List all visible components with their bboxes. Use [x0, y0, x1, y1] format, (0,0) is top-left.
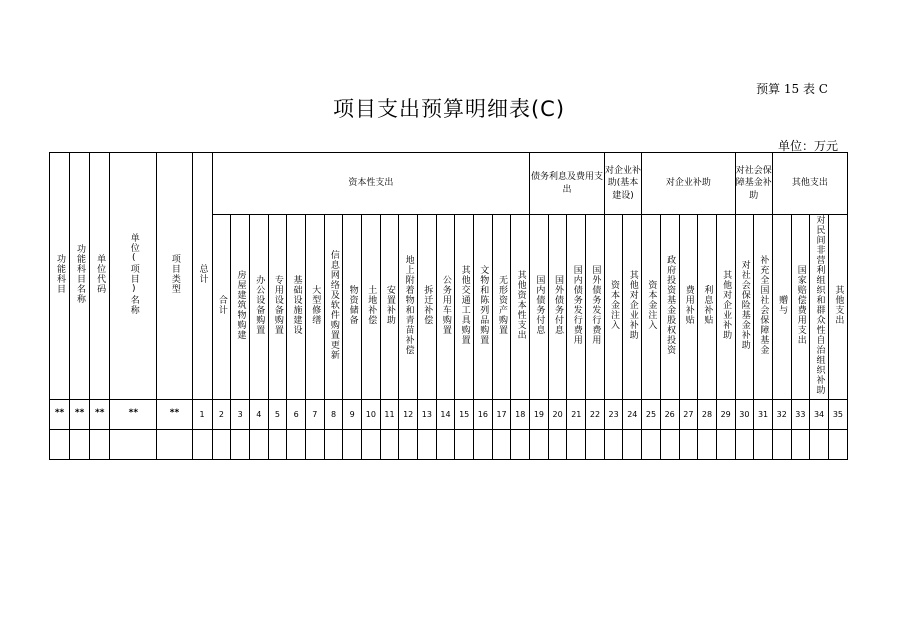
- column-number: 27: [679, 399, 698, 429]
- col-capital-16: 其他资本性支出: [511, 215, 530, 400]
- col-capital-12: 公务用车购置: [436, 215, 455, 400]
- col-enterprise-0: 资本金注入: [642, 215, 661, 400]
- column-number: 7: [305, 399, 324, 429]
- empty-cell: [380, 429, 399, 459]
- marker-func-code: **: [50, 399, 70, 429]
- empty-cell: [586, 429, 605, 459]
- empty-cell: [343, 429, 362, 459]
- group-enterprise: 对企业补助: [642, 153, 735, 215]
- column-number: 34: [810, 399, 829, 429]
- empty-cell: [305, 429, 324, 459]
- header-func-name: 功能科目名称: [70, 153, 90, 400]
- column-number: 16: [474, 399, 493, 429]
- empty-cell: [249, 429, 268, 459]
- col-other-1: 国家赔偿费用支出: [791, 215, 810, 400]
- empty-cell: [735, 429, 754, 459]
- empty-cell: [530, 429, 549, 459]
- empty-cell: [418, 429, 437, 459]
- column-number: 23: [604, 399, 623, 429]
- column-number: 12: [399, 399, 418, 429]
- empty-cell: [548, 429, 567, 459]
- column-number: 10: [362, 399, 381, 429]
- column-number: 13: [418, 399, 437, 429]
- empty-cell: [828, 429, 847, 459]
- empty-cell: [679, 429, 698, 459]
- empty-cell: [455, 429, 474, 459]
- empty-cell: [231, 429, 250, 459]
- empty-data-row: [50, 429, 848, 459]
- col-capital-14: 文物和陈列品购置: [474, 215, 493, 400]
- empty-cell: [192, 429, 212, 459]
- col-debt-2: 国内债务发行费用: [567, 215, 586, 400]
- column-number: 1: [192, 399, 212, 429]
- header-unit-code: 单位代码: [90, 153, 110, 400]
- empty-cell: [436, 429, 455, 459]
- column-number: 31: [754, 399, 773, 429]
- column-number: 28: [698, 399, 717, 429]
- empty-cell: [716, 429, 735, 459]
- empty-cell: [698, 429, 717, 459]
- col-enterprise-3: 利息补贴: [698, 215, 717, 400]
- column-number: 15: [455, 399, 474, 429]
- column-number: 6: [287, 399, 306, 429]
- col-debt-3: 国外债务发行费用: [586, 215, 605, 400]
- col-other-3: 其他支出: [828, 215, 847, 400]
- marker-project-type: **: [157, 399, 192, 429]
- column-number: 8: [324, 399, 343, 429]
- col-capital-13: 其他交通工具购置: [455, 215, 474, 400]
- col-social-1: 补充全国社会保障基金: [754, 215, 773, 400]
- header-unit-name: 单位(项目)名称: [110, 153, 157, 400]
- col-debt-1: 国外债务付息: [548, 215, 567, 400]
- column-number: 2: [212, 399, 231, 429]
- col-capital-7: 物资储备: [343, 215, 362, 400]
- col-capital-10: 地上附着物和青苗补偿: [399, 215, 418, 400]
- col-enterprise-1: 政府投资基金股权投资: [660, 215, 679, 400]
- group-social: 对社会保障基金补助: [735, 153, 772, 215]
- empty-cell: [810, 429, 829, 459]
- col-capital-0: 合计: [212, 215, 231, 400]
- column-number: 18: [511, 399, 530, 429]
- column-number: 30: [735, 399, 754, 429]
- empty-cell: [604, 429, 623, 459]
- column-number: 9: [343, 399, 362, 429]
- col-debt-0: 国内债务付息: [530, 215, 549, 400]
- empty-cell: [70, 429, 90, 459]
- column-number: 29: [716, 399, 735, 429]
- unit-label: 单位：万元: [777, 139, 838, 153]
- column-number: 11: [380, 399, 399, 429]
- marker-unit-name: **: [110, 399, 157, 429]
- group-debt: 债务利息及费用支出: [530, 153, 605, 215]
- col-enterprise-4: 其他对企业补助: [716, 215, 735, 400]
- col-capital-6: 信息网络及软件购置更新: [324, 215, 343, 400]
- empty-cell: [511, 429, 530, 459]
- group-other: 其他支出: [772, 153, 847, 215]
- column-number: 14: [436, 399, 455, 429]
- col-capital-2: 办公设备购置: [249, 215, 268, 400]
- group-capital: 资本性支出: [212, 153, 529, 215]
- col-social-0: 对社会保险基金补助: [735, 215, 754, 400]
- column-number: 3: [231, 399, 250, 429]
- empty-cell: [754, 429, 773, 459]
- column-number: 35: [828, 399, 847, 429]
- group-enterprise-build: 对企业补助(基本建设): [604, 153, 641, 215]
- empty-cell: [50, 429, 70, 459]
- header-row-groups: [50, 153, 848, 215]
- empty-cell: [399, 429, 418, 459]
- col-capital-5: 大型修缮: [305, 215, 324, 400]
- empty-cell: [623, 429, 642, 459]
- empty-cell: [90, 429, 110, 459]
- column-number: 19: [530, 399, 549, 429]
- col-capital-3: 专用设备购置: [268, 215, 287, 400]
- col-enterprise-2: 费用补贴: [679, 215, 698, 400]
- empty-cell: [268, 429, 287, 459]
- empty-cell: [474, 429, 493, 459]
- empty-cell: [287, 429, 306, 459]
- column-number: 32: [772, 399, 791, 429]
- col-other-0: 赠与: [772, 215, 791, 400]
- column-number: 20: [548, 399, 567, 429]
- header-total: 总计: [192, 153, 212, 400]
- column-number: 5: [268, 399, 287, 429]
- col-capital-9: 安置补助: [380, 215, 399, 400]
- col-capital-8: 土地补偿: [362, 215, 381, 400]
- column-number: 24: [623, 399, 642, 429]
- header-func-code: 功能科目: [50, 153, 70, 400]
- column-number-row: [50, 399, 848, 429]
- marker-func-name: **: [70, 399, 90, 429]
- empty-cell: [157, 429, 192, 459]
- col-capital-4: 基础设施建设: [287, 215, 306, 400]
- page-title: 项目支出预算明细表(C): [332, 97, 566, 121]
- empty-cell: [567, 429, 586, 459]
- column-number: 21: [567, 399, 586, 429]
- col-capital-1: 房屋建筑物购建: [231, 215, 250, 400]
- empty-cell: [110, 429, 157, 459]
- empty-cell: [642, 429, 661, 459]
- col-enterprise_build-0: 资本金注入: [604, 215, 623, 400]
- column-number: 33: [791, 399, 810, 429]
- empty-cell: [772, 429, 791, 459]
- col-enterprise_build-1: 其他对企业补助: [623, 215, 642, 400]
- empty-cell: [212, 429, 231, 459]
- column-number: 4: [249, 399, 268, 429]
- marker-unit-code: **: [90, 399, 110, 429]
- col-capital-15: 无形资产购置: [492, 215, 511, 400]
- document-code: 预算 15 表 C: [756, 82, 828, 96]
- col-capital-11: 拆迁补偿: [418, 215, 437, 400]
- empty-cell: [791, 429, 810, 459]
- empty-cell: [362, 429, 381, 459]
- column-number: 17: [492, 399, 511, 429]
- empty-cell: [324, 429, 343, 459]
- column-number: 26: [660, 399, 679, 429]
- column-number: 22: [586, 399, 605, 429]
- empty-cell: [660, 429, 679, 459]
- empty-cell: [492, 429, 511, 459]
- col-other-2: 对民间非营利组织和群众性自治组织补助: [810, 215, 829, 400]
- header-project-type: 项目类型: [157, 153, 192, 400]
- budget-table: [49, 152, 848, 460]
- column-number: 25: [642, 399, 661, 429]
